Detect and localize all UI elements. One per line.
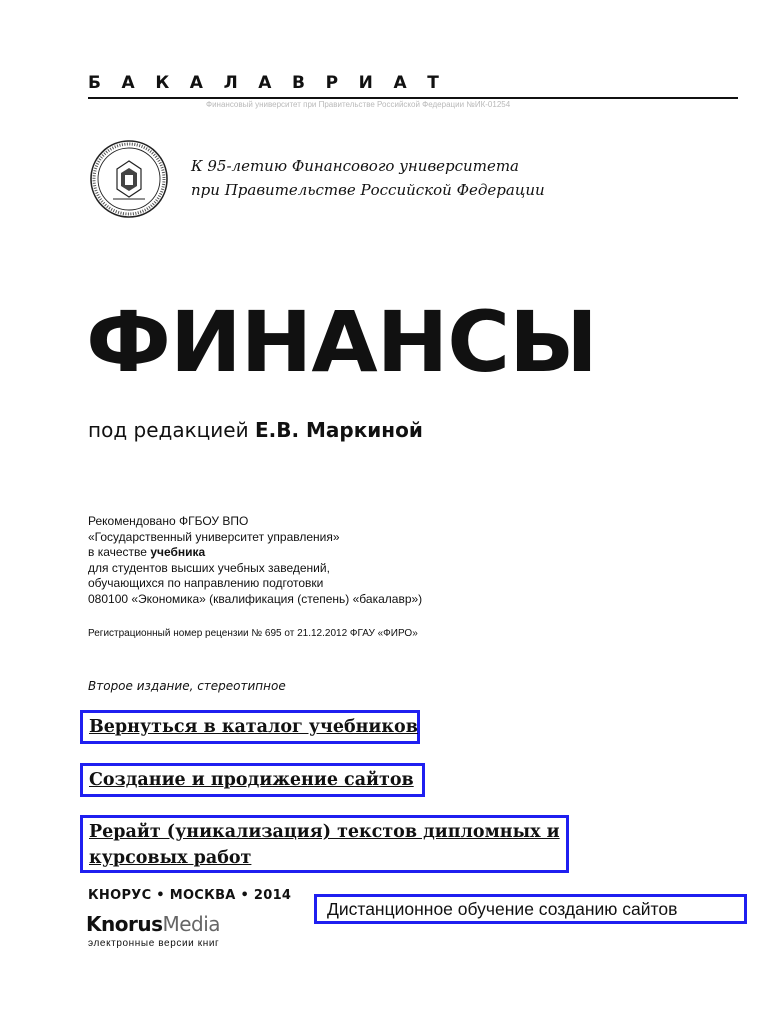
anniversary-text xyxy=(191,154,545,202)
university-seal-icon xyxy=(89,139,169,219)
distance-learning-link[interactable]: Дистанционное обучение созданию сайтов xyxy=(327,899,678,919)
catalog-link[interactable]: Вернуться в каталог учебников xyxy=(89,717,418,737)
anniversary-line-2: при Правительстве Российской Федерации xyxy=(191,181,545,199)
recommendation-line-2: «Государственный университет управления» xyxy=(88,529,340,544)
sites-link-box[interactable] xyxy=(80,763,425,797)
catalog-link-box[interactable] xyxy=(80,710,420,744)
sites-link[interactable]: Создание и продижение сайтов xyxy=(89,770,414,790)
anniversary-line-1: К 95-летию Финансового университета xyxy=(191,157,519,175)
header-rule xyxy=(88,97,738,99)
recommendation-line-6: 080100 «Экономика» (квалификация (степень) «бакалавр») xyxy=(88,591,423,606)
logo-tagline: электронные версии книг xyxy=(88,938,220,949)
logo-media: Media xyxy=(162,912,221,936)
logo-main: Knorus xyxy=(86,912,163,936)
watermark-text: Финансовый университет при Правительстве Российской Федерации №ИК-01254 xyxy=(206,100,511,109)
book-title: ФИНАНСЫ xyxy=(86,293,597,391)
recommendation-line-1: Рекомендовано ФГБОУ ВПО xyxy=(88,514,249,528)
rewrite-link[interactable]: Рерайт (уникализация) текстов дипломных и курсовых работ xyxy=(89,822,560,868)
editor-prefix: под редакцией xyxy=(88,418,255,442)
recommendation-line-5: обучающихся по направлению подготовки xyxy=(88,576,324,591)
recommendation-line-3-bold: учебника xyxy=(150,545,206,560)
edition-note: Второе издание, стереотипное xyxy=(88,679,286,693)
series-title: БАКАЛАВРИАТ xyxy=(88,73,460,93)
publisher-imprint: КНОРУС • МОСКВА • 2014 xyxy=(88,888,292,903)
recommendation-line-3 xyxy=(88,545,422,561)
recommendation-line-4: для студентов высших учебных заведений, xyxy=(88,560,330,575)
rewrite-link-box[interactable] xyxy=(80,815,569,873)
editor-name: Е.В. Маркиной xyxy=(254,418,423,442)
registration-number: Регистрационный номер рецензии № 695 от 21.12.2012 ФГАУ «ФИРО» xyxy=(88,628,418,639)
knorus-media-logo xyxy=(86,912,220,936)
recommendation-line-3-prefix: в качестве xyxy=(88,545,151,560)
distance-learning-link-box[interactable] xyxy=(314,894,747,924)
editor-line xyxy=(88,418,423,442)
recommendation-block xyxy=(88,514,422,608)
